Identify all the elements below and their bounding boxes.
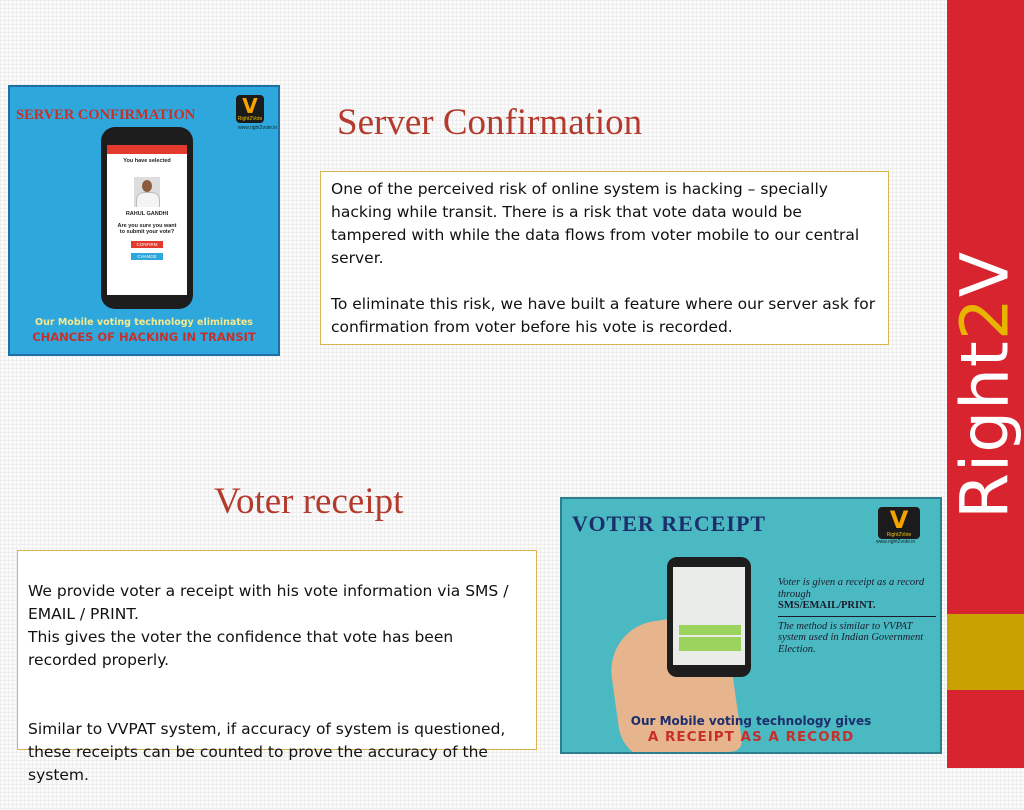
server-confirmation-image: SERVER CONFIRMATION V Right2Vote www.right2vote.in You have selected RAHUL GANDHI Are you sure you want to submit your vote? CONFIRM CHANGE Our Mobile voting technology eliminates CHANCES OF HACKING IN TRANSIT xyxy=(8,85,280,356)
confirm-button: CONFIRM xyxy=(131,241,163,248)
candidate-photo xyxy=(134,177,160,207)
change-button: CHANGE xyxy=(131,253,163,260)
section-heading-server-confirmation: Server Confirmation xyxy=(337,102,643,143)
right2vote-logo-icon: V Right2Vote xyxy=(237,94,263,122)
receipt-description: Voter is given a receipt as a record through SMS/EMAIL/PRINT. The method is similar to VVPAT system used in Indian Government Election. xyxy=(778,577,936,655)
brand-logo-text: Right2V xyxy=(946,251,1024,519)
section-heading-voter-receipt: Voter receipt xyxy=(214,481,404,522)
image-url: www.right2vote.in xyxy=(876,539,916,545)
voter-receipt-image: VOTER RECEIPT V Right2Vote www.right2vote.in Voter is given a receipt as a record through SMS/EMAIL/PRINT. The method is similar to VVPAT system used in Indian Government Election. Our Mobile voting technology gives A RECEIPT AS A RECORD xyxy=(560,497,942,754)
image-title: VOTER RECEIPT xyxy=(572,511,767,536)
sms-bubble xyxy=(679,637,741,651)
server-confirmation-text: One of the perceived risk of online system is hacking – specially hacking while transit. There is a risk that vote data would be tampered with while the data flows from voter mobile to our central server. To eliminate this risk, we have built a feature where our server ask for confirmation from voter before his vote is recorded. xyxy=(320,171,889,345)
phone-screen: You have selected RAHUL GANDHI Are you sure you want to submit your vote? CONFIRM CHANGE xyxy=(107,145,187,295)
sidebar-accent-block xyxy=(947,614,1024,690)
right2vote-logo-icon: V Right2Vote xyxy=(878,507,920,539)
phone-illustration xyxy=(667,557,751,677)
sms-bubble xyxy=(679,625,741,635)
phone-illustration xyxy=(101,127,193,309)
image-url: www.right2vote.in xyxy=(238,125,278,131)
voter-receipt-text: We provide voter a receipt with his vote information via SMS / EMAIL / PRINT. This gives the voter the confidence that vote has been recorded properly. Similar to VVPAT system, if accuracy of system is questioned, these receipts can be counted to prove the accuracy of the system. xyxy=(17,550,537,750)
phone-screen xyxy=(673,567,745,665)
image-title: SERVER CONFIRMATION xyxy=(16,107,196,123)
